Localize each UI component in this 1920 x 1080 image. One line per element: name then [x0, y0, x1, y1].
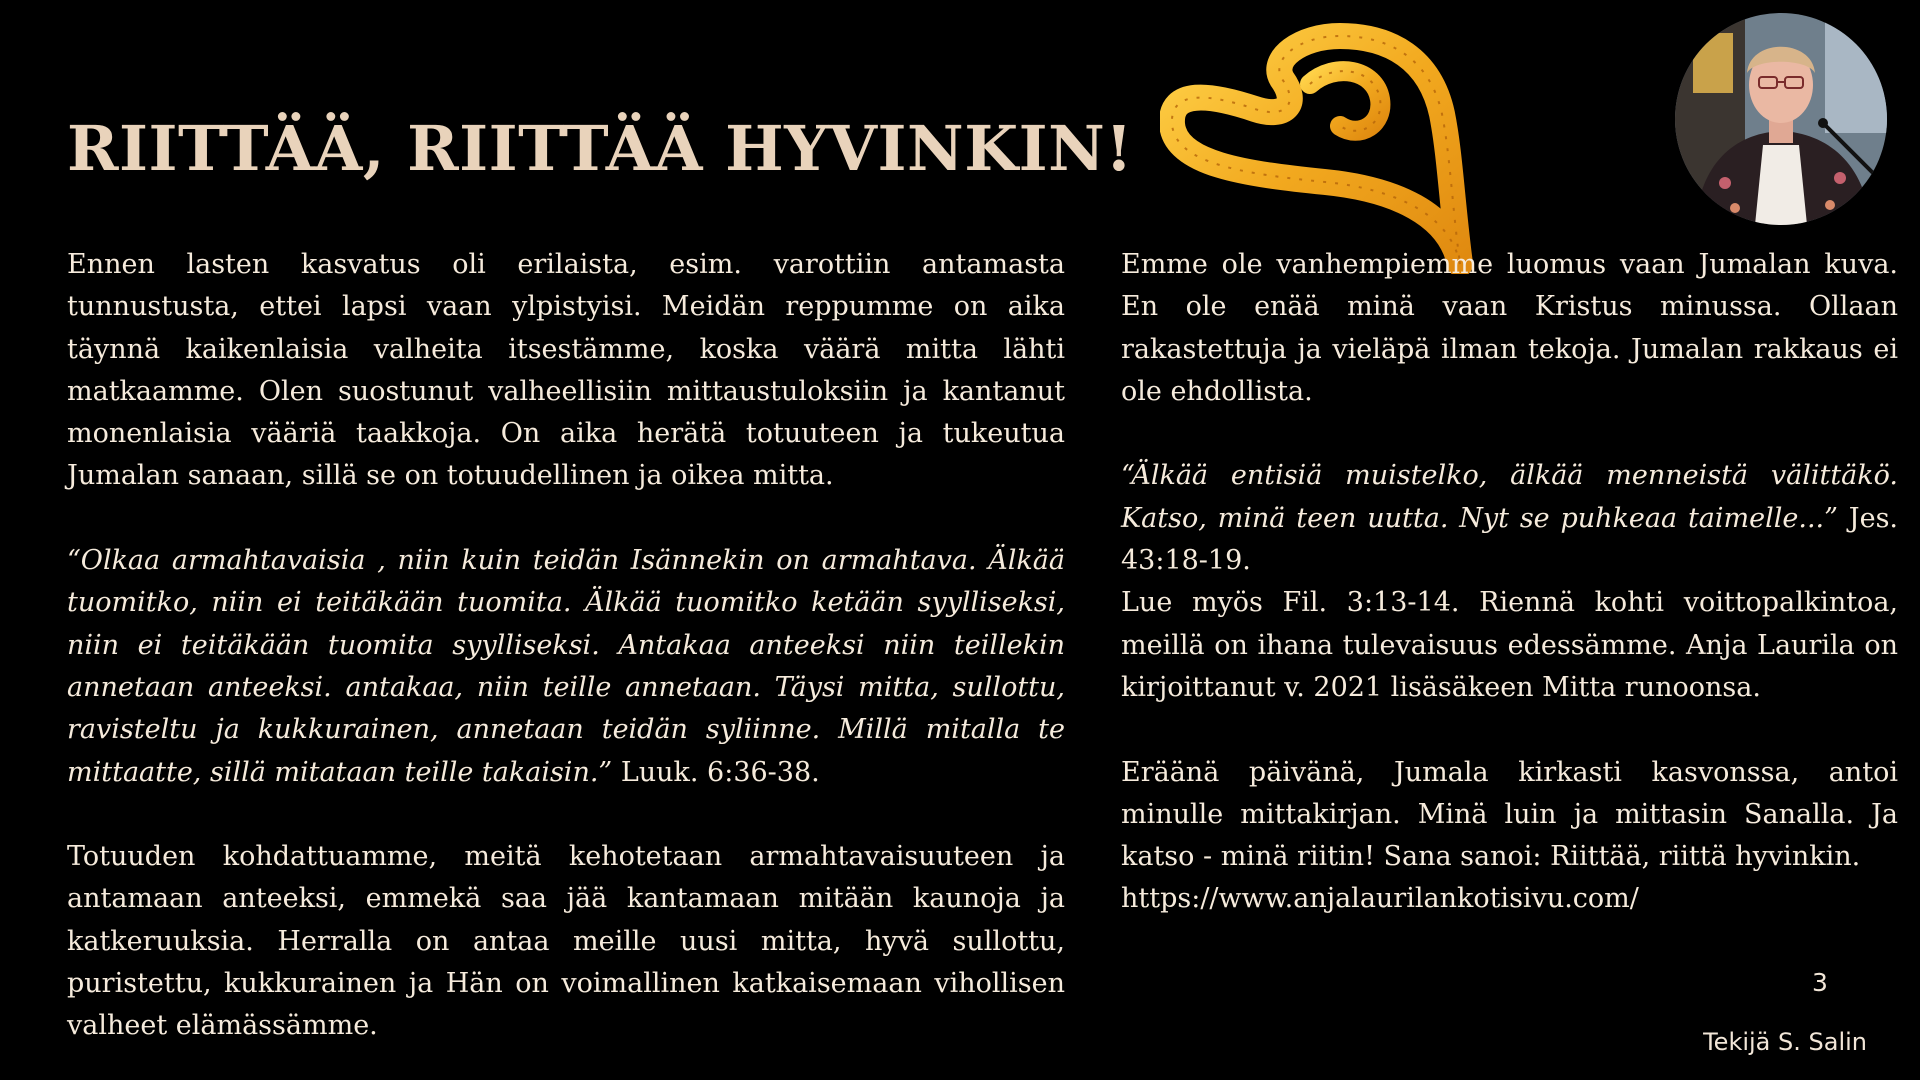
- left-quote-text: “Olkaa armahtavaisia , niin kuin teidän Isännekin on armahtava. Älkää tuomitko, niin ei teitäkään tuomita. Älkää tuomitko ketään syylliseksi, niin ei teitäkään tuomita syylliseksi. Antakaa anteeksi niin teillekin annetaan anteeksi. antakaa, niin teille annetaan. Täysi mitta, sullottu, ravisteltu ja kukkurainen, annetaan teidän syliinne. Millä mitalla te mittaatte, sillä mitataan teille takaisin.”: [67, 545, 1065, 788]
- right-paragraph-1: Emme ole vanhempiemme luomus vaan Jumalan kuva. En ole enää minä vaan Kristus minussa. Ollaan rakastettuja ja vieläpä ilman tekoja. Jumalan rakkaus ei ole ehdollista.: [1121, 249, 1898, 407]
- left-quote-reference: Luuk. 6:36-38.: [612, 756, 820, 788]
- slide-title: RIITTÄÄ, RIITTÄÄ HYVINKIN!: [67, 112, 1133, 185]
- right-quote-text: “Älkää entisiä muistelko, älkää menneistä välittäkö. Katso, minä teen uutta. Nyt se puhkeaa taimelle...”: [1121, 460, 1898, 534]
- right-paragraph-2: Lue myös Fil. 3:13-14. Riennä kohti voittopalkintoa, meillä on ihana tulevaisuus edessämme. Anja Laurila on kirjoittanut v. 2021 lisäsäkeen Mitta runoonsa.: [1121, 587, 1898, 703]
- right-text-column: [1121, 244, 1898, 921]
- left-text-column: [67, 244, 1065, 1048]
- author-credit: Tekijä S. Salin: [1703, 1028, 1867, 1056]
- left-paragraph-3: Totuuden kohdattuamme, meitä kehotetaan armahtavaisuuteen ja antamaan anteeksi, emmekä saa jää kantamaan mitään kaunoja ja katkeruuksia. Herralla on antaa meille uusi mitta, hyvä sullottu, puristettu, kukkurainen ja Hän on voimallinen katkaisemaan vihollisen valheet elämässämme.: [67, 841, 1065, 1042]
- speaker-portrait-photo: [1675, 13, 1887, 225]
- website-link[interactable]: https://www.anjalaurilankotisivu.com/: [1121, 883, 1639, 915]
- heart-measuring-tape-icon: [1160, 14, 1500, 274]
- left-paragraph-1: Ennen lasten kasvatus oli erilaista, esim. varottiin antamasta tunnustusta, ettei lapsi vaan ylpistyisi. Meidän reppumme on aika täynnä kaikenlaisia valheita itsestämme, koska väärä mitta lähti matkaamme. Olen suostunut valheellisiin mittaustuloksiin ja kantanut monenlaisia vääriä taakkoja. On aika herätä totuuteen ja tukeutua Jumalan sanaan, sillä se on totuudellinen ja oikea mitta.: [67, 249, 1065, 492]
- right-quote-reference: Jes. 43:18-19.: [1121, 502, 1899, 577]
- right-bible-quote: [1121, 455, 1898, 582]
- right-paragraph-3: Eräänä päivänä, Jumala kirkasti kasvonssa, antoi minulle mittakirjan. Minä luin ja mittasin Sanalla. Ja katso - minä riitin! Sana sanoi: Riittää, riittä hyvinkin.: [1121, 756, 1898, 873]
- page-number: 3: [1812, 968, 1828, 997]
- left-bible-quote: [67, 540, 1065, 794]
